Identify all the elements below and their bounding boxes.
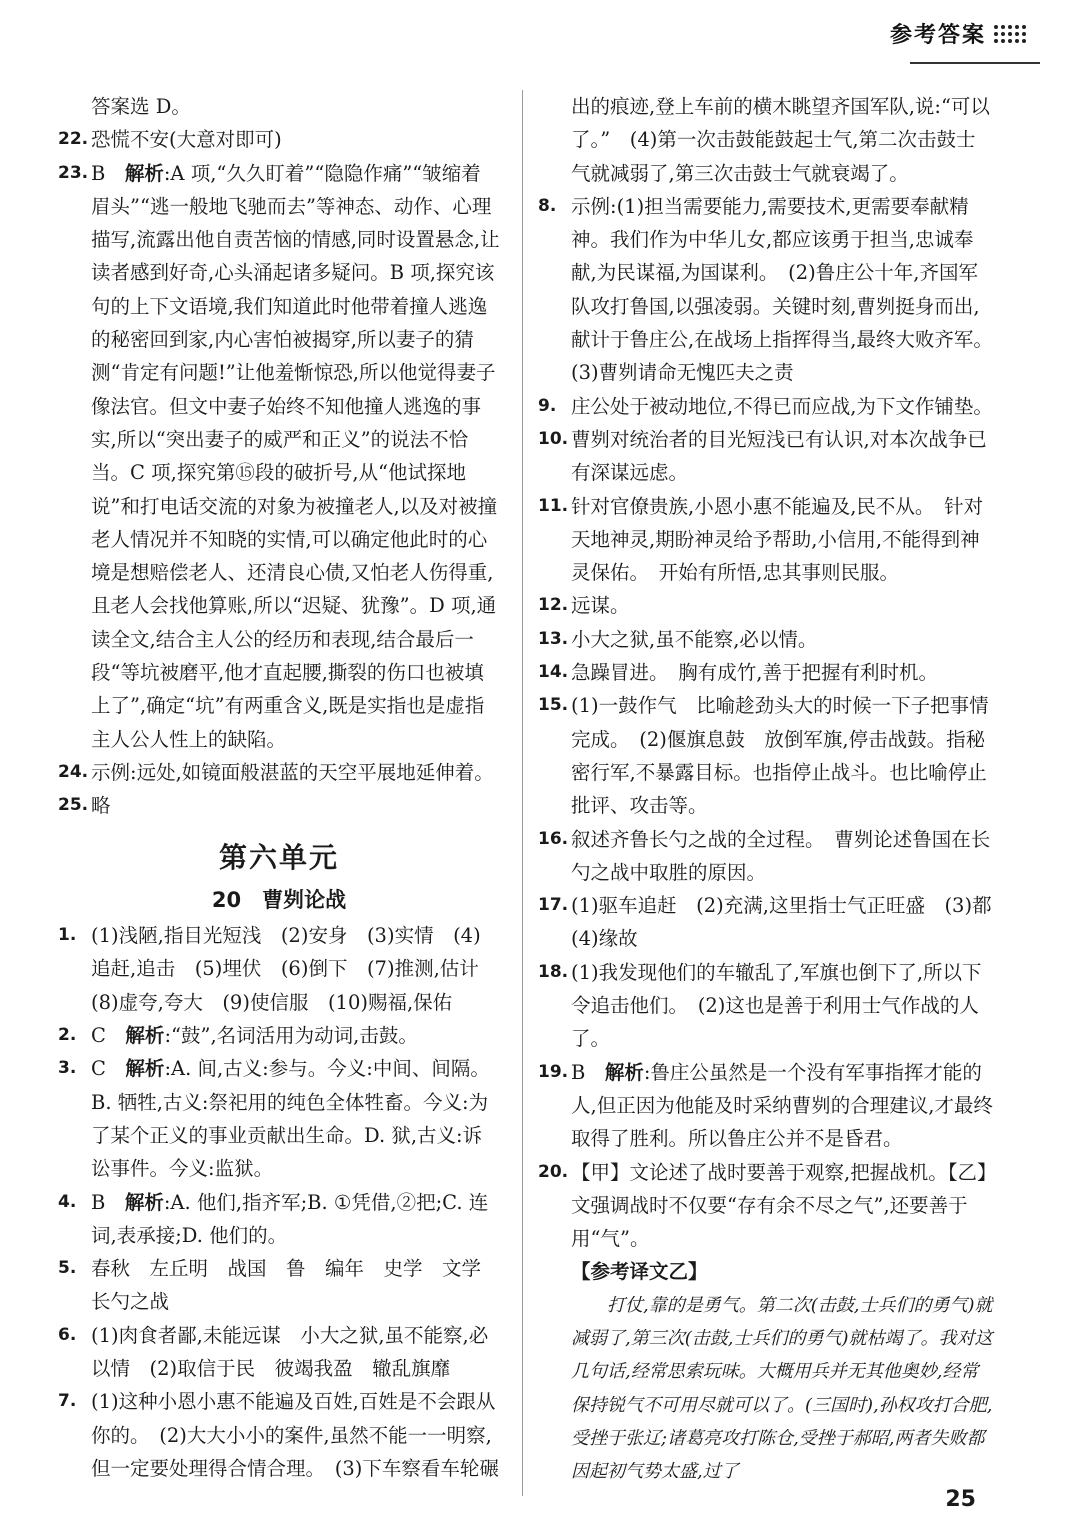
answer-number: 20. xyxy=(538,1161,569,1182)
header-title: 参考答案 xyxy=(889,23,986,48)
answer-text xyxy=(571,828,990,884)
answer-number: 16. xyxy=(538,828,569,849)
answer-item xyxy=(538,90,994,190)
answer-text xyxy=(571,195,1003,384)
analysis-label: 解析 xyxy=(604,1060,644,1084)
answer-number: 17. xyxy=(538,895,569,916)
answer-text xyxy=(571,661,938,684)
answer-body: 示例:远处,如镜面般湛蓝的天空平展地延伸着。 xyxy=(91,760,494,784)
answer-choice: B xyxy=(571,1060,605,1084)
answer-item xyxy=(58,756,500,789)
answer-item xyxy=(538,190,1003,390)
answer-body: 小大之狱,虽不能察,必以情。 xyxy=(571,627,818,651)
header-underline xyxy=(910,62,1040,64)
answer-text xyxy=(571,628,817,651)
answer-body: 庄公处于被动地位,不得已而应战,为下文作铺垫。 xyxy=(571,394,993,418)
answer-body: 答案选 D。 xyxy=(91,95,191,118)
answer-text xyxy=(571,495,983,585)
answer-text xyxy=(571,1061,993,1151)
column-divider xyxy=(522,90,523,1496)
answer-text xyxy=(571,961,982,1051)
answer-text xyxy=(91,1191,488,1247)
answer-list-bottom xyxy=(58,919,500,1485)
answer-body: 针对官僚贵族,小恩小惠不能遍及,民不从。 针对天地神灵,期盼神灵给予帮助,小信用,不能得到神灵保佑。 开始有所悟,忠其事则民服。 xyxy=(571,494,984,585)
reference-translation-text: 打仗,靠的是勇气。第二次(击鼓,士兵们的勇气)就减弱了,第三次(击鼓,士兵们的勇气)就枯竭了。我对这几句话,经常思索玩味。大概用兵并无其他奥妙,经常保持锐气不可用尽就可以了。(三国时),孙权攻打合肥,受挫于张辽;诸葛亮攻打陈仓,受挫于郝昭,两者失败都因起初气势太盛,过了 xyxy=(571,1294,993,1483)
answer-text xyxy=(91,1257,501,1313)
answer-item xyxy=(58,1019,500,1052)
answer-number: 24. xyxy=(58,761,89,782)
answer-body: 【甲】文论述了战时要善于观察,把握战机。【乙】文强调战时不仅要“存有余不尽之气”,还要善于用“气”。 xyxy=(571,1160,987,1251)
answer-item xyxy=(58,1052,500,1185)
answer-number: 5. xyxy=(58,1258,77,1279)
answer-item xyxy=(538,589,994,622)
answer-item xyxy=(538,490,994,590)
analysis-label: 解析 xyxy=(124,1190,164,1214)
answer-body: (1)驱车追赶 (2)充满,这里指士气正旺盛 (3)都 (4)缘故 xyxy=(571,894,1012,951)
answer-body: (1)这种小恩小惠不能遍及百姓,百姓是不会跟从你的。 (2)大大小小的案件,虽然不能一一明察,但一定要处理得合情合理。 (3)下车察看车轮碾 xyxy=(91,1390,499,1480)
dot-grid-icon xyxy=(994,25,1026,43)
page-number: 25 xyxy=(945,1487,976,1512)
answer-text xyxy=(91,794,111,817)
answer-text xyxy=(571,894,1011,950)
answer-body: 春秋 左丘明 战国 鲁 编年 史学 文学 长勺之战 xyxy=(91,1257,501,1314)
answer-text xyxy=(571,95,990,185)
answer-item xyxy=(538,956,994,1056)
answer-item xyxy=(538,689,994,822)
answer-item xyxy=(538,889,1012,956)
answer-number: 11. xyxy=(538,495,569,516)
answer-item xyxy=(538,1056,994,1156)
answer-item xyxy=(58,123,500,156)
answer-number: 3. xyxy=(58,1058,77,1079)
answer-text xyxy=(571,395,993,418)
answer-body: (1)肉食者鄙,未能远谋 小大之狱,虽不能察,必以情 (2)取信于民 彼竭我盈 辙乱旗靡 xyxy=(91,1323,489,1380)
answer-item xyxy=(58,919,500,1019)
answer-text xyxy=(571,594,630,617)
analysis-label: 解析 xyxy=(125,1057,165,1081)
answer-number: 14. xyxy=(538,662,569,683)
answer-item xyxy=(58,1186,500,1253)
answer-number: 12. xyxy=(538,595,569,616)
reference-translation-heading: 【参考译文乙】 xyxy=(571,1260,708,1284)
answer-item xyxy=(58,157,500,756)
left-column xyxy=(58,90,500,1485)
answer-text xyxy=(91,1390,499,1480)
answer-body: 远谋。 xyxy=(571,594,630,618)
answer-text xyxy=(91,761,494,784)
answer-number: 8. xyxy=(538,195,557,216)
analysis-label: 解析 xyxy=(124,161,164,185)
answer-body: (1)我发现他们的车辙乱了,军旗也倒下了,所以下令追击他们。 (2)这也是善于利用士气作战的人了。 xyxy=(571,960,982,1051)
answer-body: :鲁庄公虽然是一个没有军事指挥才能的人,但正因为他能及时采纳曹刿的合理建议,才最终取得了胜利。所以鲁庄公并不是昏君。 xyxy=(571,1060,993,1151)
answer-item xyxy=(538,823,994,890)
answer-body: :“鼓”,名词活用为动词,击鼓。 xyxy=(164,1024,418,1048)
answer-text xyxy=(571,1161,987,1251)
answer-body: (1)浅陋,指目光短浅 (2)安身 (3)实情 (4)追赶,追击 (5)埋伏 (6)倒下 (7)推测,估计 (8)虚夸,夸大 (9)使信服 (10)赐福,保佑 xyxy=(91,924,499,1014)
answer-body: 略 xyxy=(91,794,111,818)
page-header xyxy=(890,18,1026,49)
answer-number: 4. xyxy=(58,1191,77,1212)
right-column xyxy=(538,90,1012,1488)
answer-item xyxy=(58,90,500,123)
answer-body: 出的痕迹,登上车前的横木眺望齐国军队,说:“可以了。” (4)第一次击鼓能鼓起士气,第二次击鼓士气就减弱了,第三次击鼓士气就衰竭了。 xyxy=(571,95,990,185)
answer-text xyxy=(91,128,282,151)
answer-choice: B xyxy=(91,161,125,185)
answer-text xyxy=(571,694,989,817)
answer-body: 曹刿对统治者的目光短浅已有认识,对本次战争已有深谋远虑。 xyxy=(571,427,987,485)
answer-number: 9. xyxy=(538,395,557,416)
answer-item xyxy=(58,1319,500,1386)
analysis-label: 解析 xyxy=(125,1024,165,1048)
answer-number: 18. xyxy=(538,961,569,982)
answer-number: 22. xyxy=(58,129,89,150)
answer-number: 7. xyxy=(58,1391,77,1412)
answer-body: 叙述齐鲁长勺之战的全过程。 曹刿论述鲁国在长勺之战中取胜的原因。 xyxy=(571,827,991,884)
answer-item xyxy=(58,1385,500,1485)
answer-body: :A 项,“久久盯着”“隐隐作痛”“皱缩着眉头”“逃一般地飞驰而去”等神态、动作、心理描写,流露出他自责苦恼的情感,同时设置悬念,让读者感到好奇,心头涌起诸多疑问。B 项,探究该句的上下文语境,我们知道此时他带着撞人逃逸的秘密回到家,内心害怕被揭穿,所以妻子的猜测“肯定有问题!”让他羞惭惊恐,所以他觉得妻子像法官。但文中妻子始终不知他撞人逃逸的事实,所以“突出妻子的威严和正义”的说法不恰当。C 项,探究第⑮段的破折号,从“他试探地说”和打电话交流的对象为被撞老人,以及对被撞老人情况并不知晓的实情,可以确定他此时的心境是想赔偿老人、还清良心债,又怕老人伤得重,且老人会找他算账,所以“迟疑、犹豫”。D 项,通读全文,结合主人公的经历和表现,结合最后一段“等坑被磨平,他才直起腰,撕裂的伤口也被填上了”,确定“坑”有两重含义,既是实指也是虚指主人公人性上的缺陷。 xyxy=(91,161,500,751)
answer-number: 2. xyxy=(58,1025,77,1046)
answer-choice: B xyxy=(91,1190,125,1214)
answer-text xyxy=(91,924,498,1014)
answer-item xyxy=(538,623,994,656)
answer-body: :A. 间,古义:参与。今义:中间、间隔。B. 牺牲,古义:祭祀用的纯色全体牲畜。今义:为了某个正义的事业贡献出生命。D. 狱,古义:诉讼事件。今义:监狱。 xyxy=(91,1057,490,1181)
answer-text xyxy=(91,162,500,751)
answer-body: 恐慌不安(大意对即可) xyxy=(91,128,282,152)
answer-list-right xyxy=(538,90,1012,1255)
answer-choice: C xyxy=(91,1024,126,1048)
answer-choice: C xyxy=(91,1057,126,1081)
answer-number: 23. xyxy=(58,162,89,183)
answer-number: 10. xyxy=(538,428,569,449)
answer-text xyxy=(571,428,987,484)
answer-number: 1. xyxy=(58,925,77,946)
answer-list-top xyxy=(58,90,500,823)
answer-item xyxy=(538,390,994,423)
answer-number: 13. xyxy=(538,628,569,649)
answer-body: 急躁冒进。 胸有成竹,善于把握有利时机。 xyxy=(571,661,938,685)
answer-item xyxy=(538,656,994,689)
unit-title: 第六单元 xyxy=(218,840,339,874)
lesson-title: 20 曹刿论战 xyxy=(211,887,347,912)
answer-text xyxy=(91,1024,418,1047)
answer-body: :A. 他们,指齐军;B. ①凭借,②把;C. 连词,表承接;D. 他们的。 xyxy=(91,1190,489,1247)
answer-text xyxy=(91,1057,490,1180)
answer-text xyxy=(91,1324,488,1380)
watermark-logo xyxy=(908,1474,1048,1530)
answer-body: (1)一鼓作气 比喻趁劲头大的时候一下子把事情完成。 (2)偃旗息鼓 放倒军旗,停击战鼓。指秘密行军,不暴露目标。也指停止战斗。也比喻停止批评、攻击等。 xyxy=(571,694,989,818)
answer-item xyxy=(58,789,500,822)
answer-text xyxy=(91,95,191,118)
answer-number: 6. xyxy=(58,1324,77,1345)
answer-number: 19. xyxy=(538,1061,569,1082)
answer-number: 15. xyxy=(538,695,569,716)
answer-item xyxy=(538,1156,994,1256)
answer-item xyxy=(58,1252,500,1319)
answer-number: 25. xyxy=(58,795,89,816)
answer-body: 示例:(1)担当需要能力,需要技术,更需要奉献精神。我们作为中华儿女,都应该勇于担当,忠诚奉献,为民谋福,为国谋利。 (2)鲁庄公十年,齐国军队攻打鲁国,以强凌弱。关键时刻,曹刿挺身而出,献计于鲁庄公,在战场上指挥得当,最终大败齐军。 (3)曹刿请命无愧匹夫之责 xyxy=(571,194,1003,385)
answer-item xyxy=(538,423,994,490)
